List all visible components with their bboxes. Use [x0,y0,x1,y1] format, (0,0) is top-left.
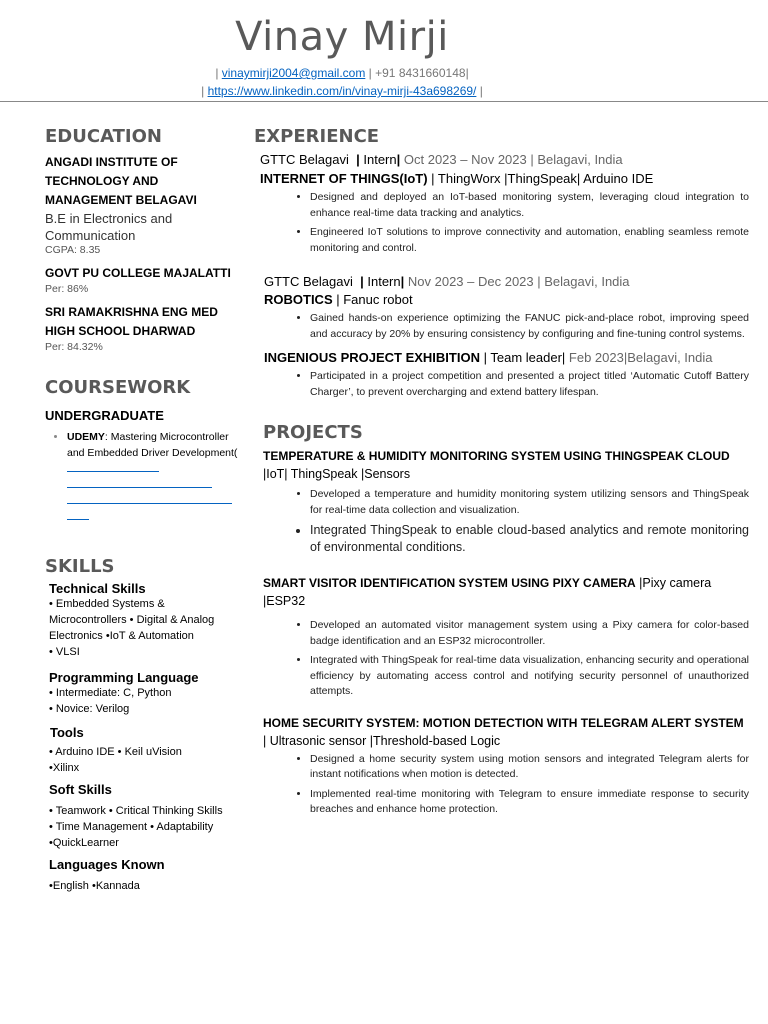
role: Team leader [490,350,562,365]
project-item [263,447,749,556]
area: INTERNET OF THINGS(IoT) [260,171,428,186]
coursework-item [67,429,240,477]
course-title: : Mastering Microcontroller and Embedded Driver Development( [67,431,238,459]
project-tools: |IoT| ThingSpeak |Sensors [263,467,411,481]
course-provider: UDEMY [67,431,105,443]
skill-line: • Time Management • Adaptability [49,821,214,833]
bullet-list [264,369,749,400]
linkedin-link[interactable]: https://www.linkedin.com/in/vinay-mirji-43a698269/ [207,84,477,98]
project-name: HOME SECURITY SYSTEM: MOTION DETECTION WITH TELEGRAM ALERT SYSTEM [263,715,744,730]
bullet: • Designed and deployed an IoT-based monitoring system, leveraging cloud integration to enhance real-time data tracking and analytics. [310,190,749,221]
area: ROBOTICS [264,292,333,307]
skill-line: • Novice: Verilog [49,703,130,715]
bullet-list [264,311,749,342]
skill-heading: Soft Skills [49,782,112,797]
project-title [263,714,749,750]
project-item [263,714,749,818]
experience-heading: EXPERIENCE [254,126,380,147]
score: CGPA: 8.35 [45,244,101,256]
skill-heading: Tools [50,725,84,740]
bullet: • Developed an automated visitor management system using a Pixy camera for color-based badge identification and an ESP32 microcontroller. [310,618,749,649]
job-header: INGENIOUS PROJECT EXHIBITION | Team leader| Feb 2023|Belagavi, India [264,350,713,365]
score: Per: 84.32% [45,341,103,353]
project-title [263,447,749,483]
bullet-list [263,752,749,818]
contact-line-1: | vinaymirji2004@gmail.com | +91 8431660148| [215,66,469,80]
degree: B.E in Electronics and Communication [45,211,173,243]
email-link[interactable]: vinaymirji2004@gmail.com [221,66,366,80]
job-header: GTTC Belagavi | Intern| Nov 2023 – Dec 2023 | Belagavi, India [264,274,630,289]
skill-line: • Embedded Systems & Microcontrollers • Digital & Analog Electronics •IoT & Automation [49,598,215,642]
project-tools: | Ultrasonic sensor |Threshold-based Logic [263,733,501,748]
header-divider [0,101,768,102]
skill-heading: Programming Language [49,670,199,685]
bullet: • Developed a temperature and humidity monitoring system utilizing sensors and ThingSpeak for real-time data collection and visualization. [310,487,749,518]
project-tools: |Pixy camera |ESP32 [263,576,712,608]
skill-heading: Technical Skills [49,581,146,596]
bullet: • Integrated ThingSpeak to enable cloud-based analytics and remote monitoring of environmental conditions. [310,522,749,556]
right-column [254,126,749,822]
role: Intern [363,152,397,167]
project-name: SMART VISITOR IDENTIFICATION SYSTEM USING PIXY CAMERA [263,576,636,590]
school-name: GOVT PU COLLEGE MAJALATTI [45,266,231,280]
skill-line: • Teamwork • Critical Thinking Skills [49,805,223,817]
experience-item [264,274,749,342]
bullet-list [263,487,749,556]
job-area [264,292,749,307]
company: GTTC Belagavi [260,152,349,167]
score: Per: 86% [45,283,89,295]
contact-line-2: | https://www.linkedin.com/in/vinay-mirji-43a698269/ | [201,84,483,98]
bullet-list [260,190,749,256]
job-area [260,171,749,186]
course-link[interactable] [67,487,232,520]
candidate-name: Vinay Mirji [235,14,449,60]
skill-group [45,782,240,851]
skill-line: •English •Kannada [49,880,140,892]
skill-line: • Intermediate: C, Python [49,687,172,699]
education-item [45,153,240,256]
coursework-subtitle: UNDERGRADUATE [45,408,164,423]
bullet: • Implemented real-time monitoring with Telegram to ensure immediate response to security breaches and enhance home protection. [310,787,749,818]
education-item [45,303,240,353]
school-name: ANGADI INSTITUTE OF TECHNOLOGY AND MANAGEMENT BELAGAVI [45,155,197,207]
tools: | ThingWorx |ThingSpeak| Arduino IDE [431,171,654,186]
job-header: GTTC Belagavi | Intern| Oct 2023 – Nov 2023 | Belagavi, India [260,152,623,167]
project-item [263,574,749,700]
skill-heading: Languages Known [49,857,165,872]
skill-group [45,857,240,894]
company: GTTC Belagavi [264,274,353,289]
job-meta: Feb 2023|Belagavi, India [568,350,713,365]
project-title [263,574,749,610]
skill-group [45,581,240,660]
projects-heading: PROJECTS [263,422,363,443]
skill-group [45,725,240,776]
school-name: SRI RAMAKRISHNA ENG MED HIGH SCHOOL DHARWAD [45,305,218,338]
skills-heading: SKILLS [45,556,115,577]
coursework-heading: COURSEWORK [45,377,191,398]
education-heading: EDUCATION [45,126,162,147]
bullet: • Engineered IoT solutions to improve connectivity and automation, enabling seamless remote monitoring and control. [310,225,749,256]
coursework-list [45,429,240,477]
skill-line: •QuickLearner [49,837,119,849]
bullet: • Designed a home security system using motion sensors and integrated Telegram alerts for instant notifications when motion is detected. [310,752,749,783]
skill-line: • Arduino IDE • Keil uVision [49,746,182,758]
bullet: • Integrated with ThingSpeak for real-time data visualization, enhancing security and operational efficiency by automating access control and notifying security personnel of unauthorized attempts. [310,653,749,700]
job-meta: Nov 2023 – Dec 2023 | Belagavi, India [407,274,630,289]
tools: | Fanuc robot [336,292,413,307]
bullet-list [263,618,749,700]
phone-number: +91 8431660148 [375,66,466,80]
experience-item [264,350,749,400]
education-item [45,264,240,295]
skill-group [45,670,240,717]
left-column [45,126,240,894]
skill-line: •Xilinx [49,762,80,774]
bullet: • Gained hands-on experience optimizing the FANUC pick-and-place robot, improving speed and accuracy by 20% by ensuring consistency by configuring and fine-tuning control systems. [310,311,749,342]
role: Intern [367,274,401,289]
project-name: TEMPERATURE & HUMIDITY MONITORING SYSTEM USING THINGSPEAK CLOUD [263,449,730,463]
experience-item [260,152,749,256]
skill-line: • VLSI [49,646,80,658]
company: INGENIOUS PROJECT EXHIBITION [264,350,480,365]
job-meta: Oct 2023 – Nov 2023 | Belagavi, India [403,152,623,167]
bullet: • Participated in a project competition and presented a project titled ‘Automatic Cutoff Battery Charger’, to prevent overcharging and extend battery lifespan. [310,369,749,400]
